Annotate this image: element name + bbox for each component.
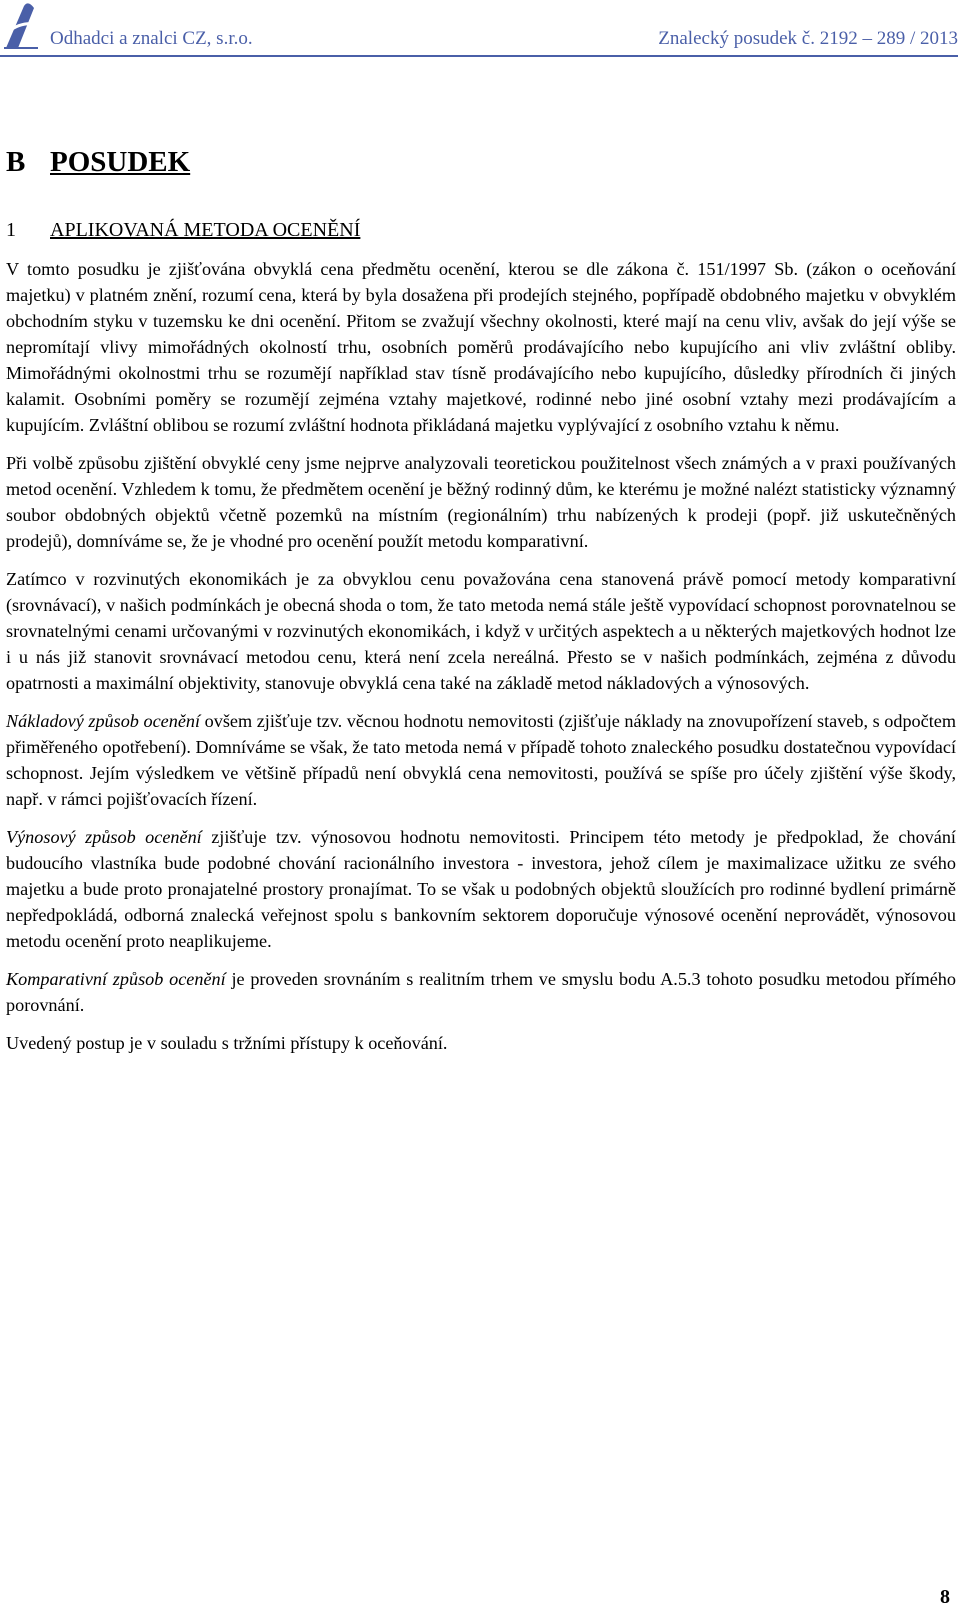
paragraph-market-value: V tomto posudku je zjišťována obvyklá cena předmětu ocenění, kterou se dle zákona č. 151/1997 Sb. (zákon o oceňování majetku) v platném znění, rozumí cena, která by byla dosažena při prodejích stejného, popřípadě obdobného majetku v obvyklém obchodním styku v tuzemsku ke dni ocenění. Přitom se zvažují všechny okolnosti, které mají na cenu vliv, avšak do její výše se nepromítají vlivy mimořádných okolností trhu, osobních poměrů prodávajícího nebo kupujícího ani vliv zvláštní obliby. Mimořádnými okolnostmi trhu se rozumějí například stav tísně prodávajícího nebo kupujícího, důsledky přírodních či jiných kalamit. Osobními poměry se rozumějí zejména vztahy majetkové, rodinné nebo jiné osobní vztahy mezi prodávajícím a kupujícím. Zvláštní oblibou se rozumí zvláštní hodnota přikládaná majetku vyplývající z osobního vztahu k němu. — [6, 259, 956, 435]
subsection-heading — [6, 219, 360, 242]
paragraph-cost-method: Nákladový způsob ocenění ovšem zjišťuje tzv. věcnou hodnotu nemovitosti (zjišťuje náklady na znovupořízení staveb, s odpočtem přiměřeného opotřebení). Domníváme se však, že tato metoda nemá v případě tohoto znaleckého posudku dostatečnou vypovídací schopnost. Jejím výsledkem ve většině případů není obvyklá cena nemovitosti, používá se spíše pro účely zjištění výše škody, např. v rámci pojišťovacích řízení. — [6, 711, 956, 809]
document-body — [6, 256, 956, 1068]
paragraph-comparative-method: Komparativní způsob ocenění je proveden srovnáním s realitním trhem ve smyslu bodu A.5.3 tohoto posudku metodou přímého porovnání. — [6, 969, 956, 1015]
page-number: 8 — [940, 1586, 950, 1608]
paragraph-method-choice: Při volbě způsobu zjištění obvyklé ceny jsme nejprve analyzovali teoretickou použitelnost všech známých a v praxi používaných metod ocenění. Vzhledem k tomu, že předmětem ocenění je běžný rodinný dům, ke kterému je možné nalézt statisticky významný soubor obdobných objektů včetně pozemků na místním (regionálním) trhu nabízených k prodeji (popř. již uskutečněných prodejů), domníváme se, že je vhodné pro ocenění použít metodu komparativní. — [6, 453, 956, 551]
section-title: POSUDEK — [50, 146, 191, 178]
subsection-number: 1 — [6, 219, 16, 241]
company-logo-icon — [4, 2, 38, 50]
paragraph-comparative-context: Zatímco v rozvinutých ekonomikách je za obvyklou cenu považována cena stanovená právě pomocí metody komparativní (srovnávací), v našich podmínkách je obecná shoda o tom, že tato metoda nemá stále ještě vypovídací schopnost porovnatelnou se srovnatelnými cenami určovanými v rozvinutých ekonomikách, i když v určitých aspektech a u některých majetkových hodnot lze i u nás již stanovit srovnávací metodou cenu, která není zcela nereálná. Přesto se v našich podmínkách, zejména z důvodu opatrnosti a maximální objektivity, stanovuje obvyklá cena také na základě metod nákladových a výnosových. — [6, 569, 956, 693]
company-name: Odhadci a znalci CZ, s.r.o. — [50, 28, 253, 49]
section-letter: B — [6, 146, 26, 178]
paragraph-income-method: Výnosový způsob ocenění zjišťuje tzv. výnosovou hodnotu nemovitosti. Principem této metody je předpoklad, že chování budoucího vlastníka bude podobné chování racionálního investora - investora, jehož cílem je maximalizace užitku ze svého majetku a bude proto pronajatelné prostory pronajímat. To se však u podobných objektů sloužících pro rodinné bydlení primárně nepředpokládá, odborná znalecká veřejnost spolu s bankovním sektorem doporučuje výnosové ocenění neprovádět, výnosovou metodu ocenění proto neaplikujeme. — [6, 827, 956, 951]
cost-method-term: Nákladový způsob ocenění — [6, 711, 201, 731]
paragraph-conclusion: Uvedený postup je v souladu s tržními přístupy k oceňování. — [6, 1033, 448, 1053]
comparative-method-term: Komparativní způsob ocenění — [6, 969, 226, 989]
page-header — [0, 0, 960, 60]
income-method-term: Výnosový způsob ocenění — [6, 827, 202, 847]
header-divider — [0, 55, 958, 57]
report-number: Znalecký posudek č. 2192 – 289 / 2013 — [658, 28, 958, 49]
subsection-title: APLIKOVANÁ METODA OCENĚNÍ — [50, 219, 361, 241]
section-heading — [6, 146, 190, 179]
